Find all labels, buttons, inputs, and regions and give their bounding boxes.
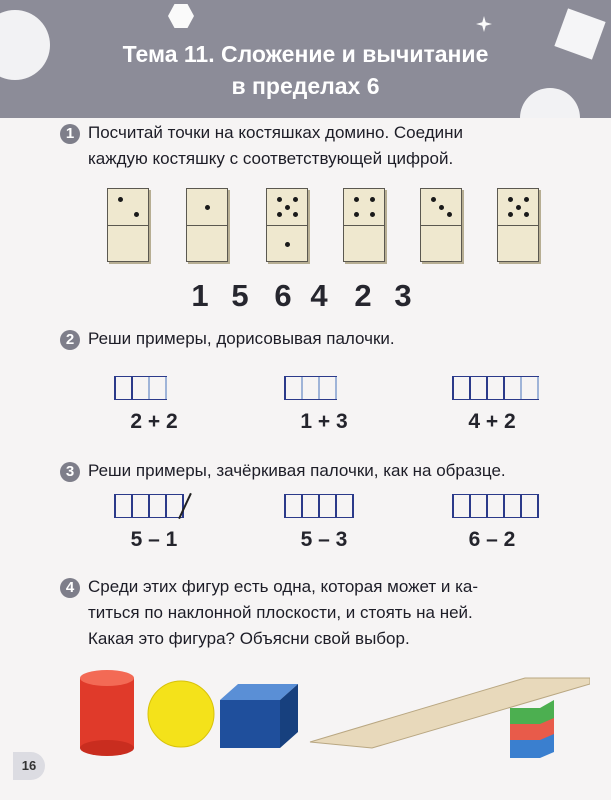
stick-rail (284, 517, 354, 518)
counting-stick (131, 494, 133, 518)
page-title: Тема 11. Сложение и вычитание в пределах 6 (122, 41, 489, 99)
stick-rail (452, 399, 539, 400)
domino-dot (370, 212, 375, 217)
stick-rail (284, 494, 354, 495)
domino-tile[interactable] (107, 188, 149, 262)
answer-digit[interactable]: 2 (354, 278, 372, 313)
counting-stick (114, 376, 116, 400)
stick-rail (114, 494, 184, 495)
counting-stick (486, 376, 488, 400)
counting-stick (318, 494, 320, 518)
counting-stick (284, 376, 286, 400)
counting-stick (520, 376, 522, 400)
domino-top-half (498, 189, 538, 226)
hexagon-decoration (168, 4, 194, 28)
example-expression: 6 – 2 (468, 528, 516, 551)
domino-dot (370, 197, 375, 202)
domino-dot (524, 197, 529, 202)
domino-bottom-half (421, 226, 461, 262)
stick-group[interactable] (452, 376, 539, 400)
counting-stick (486, 494, 488, 518)
example-expression: 5 – 1 (130, 528, 178, 551)
answer-digit[interactable]: 4 (310, 278, 328, 313)
domino-bottom-half (187, 226, 227, 262)
stick-group[interactable] (114, 376, 167, 400)
domino-dot (516, 205, 521, 210)
domino-dot (285, 205, 290, 210)
star-decoration (476, 16, 492, 32)
domino-top-half (108, 189, 148, 226)
domino-dot (205, 205, 210, 210)
domino-dot (285, 242, 290, 247)
counting-stick (352, 494, 354, 518)
domino-dot (118, 197, 123, 202)
stick-group[interactable] (284, 376, 337, 400)
counting-stick (469, 494, 471, 518)
answer-digit[interactable]: 3 (394, 278, 412, 313)
counting-stick (503, 376, 505, 400)
domino-tile[interactable] (497, 188, 539, 262)
stick-rail (452, 517, 539, 518)
stick-rail (114, 376, 167, 377)
counting-stick (318, 376, 320, 400)
sphere-shape (148, 681, 214, 747)
counting-stick (114, 494, 116, 518)
answer-digit[interactable]: 5 (231, 278, 249, 313)
domino-dot (508, 212, 513, 217)
stick-rail (284, 399, 337, 400)
domino-tile[interactable] (420, 188, 462, 262)
counting-stick (148, 494, 150, 518)
domino-bottom-half (498, 226, 538, 262)
block-stack (510, 700, 554, 758)
domino-bottom-half (267, 226, 307, 262)
answer-digit[interactable]: 6 (274, 278, 292, 313)
domino-top-half (187, 189, 227, 226)
counting-stick (335, 376, 337, 400)
domino-dot (354, 212, 359, 217)
domino-dot (277, 212, 282, 217)
task-number: 4 (60, 578, 80, 598)
stick-rail (452, 494, 539, 495)
domino-tile[interactable] (186, 188, 228, 262)
domino-dot (293, 197, 298, 202)
counting-stick (335, 494, 337, 518)
stick-rail (114, 399, 167, 400)
domino-dot (431, 197, 436, 202)
domino-dot (134, 212, 139, 217)
task4-text: Среди этих фигур есть одна, которая может и ка- титься по наклонной плоскости, и стоять на ней. Какая это фигура? Объясни свой выбор. (88, 577, 479, 648)
counting-stick (520, 494, 522, 518)
counting-stick (284, 494, 286, 518)
stick-group[interactable] (114, 494, 184, 518)
page-number: 16 (13, 752, 45, 780)
task-number: 1 (60, 124, 80, 144)
counting-stick (537, 494, 539, 518)
counting-stick (301, 376, 303, 400)
stick-rail (452, 376, 539, 377)
counting-stick (469, 376, 471, 400)
domino-top-half (267, 189, 307, 226)
task-number: 2 (60, 330, 80, 350)
cross-stroke (178, 493, 192, 519)
counting-stick (503, 494, 505, 518)
counting-stick (452, 376, 454, 400)
cube-shape (220, 684, 298, 748)
domino-dot (354, 197, 359, 202)
counting-stick (537, 376, 539, 400)
counting-stick (131, 376, 133, 400)
figures-illustration (70, 660, 590, 760)
domino-tile[interactable] (343, 188, 385, 262)
example-expression: 4 + 2 (468, 410, 516, 433)
domino-tile[interactable] (266, 188, 308, 262)
counting-stick (452, 494, 454, 518)
domino-dot (439, 205, 444, 210)
stick-group[interactable] (284, 494, 354, 518)
domino-dot (277, 197, 282, 202)
domino-bottom-half (108, 226, 148, 262)
domino-top-half (344, 189, 384, 226)
domino-dot (293, 212, 298, 217)
answer-digit[interactable]: 1 (191, 278, 209, 313)
example-expression: 1 + 3 (300, 410, 348, 433)
stick-rail (284, 376, 337, 377)
stick-group[interactable] (452, 494, 539, 518)
domino-dot (447, 212, 452, 217)
cylinder-shape (80, 670, 134, 756)
task1-text: Посчитай точки на костяшках домино. Соедини каждую костяшку с соответствующей цифрой. (88, 123, 464, 168)
example-expression: 5 – 3 (300, 528, 348, 551)
task2-text: Реши примеры, дорисовывая палочки. (88, 329, 395, 348)
counting-stick (165, 494, 167, 518)
task3-text: Реши примеры, зачёркивая палочки, как на образце. (88, 461, 506, 480)
counting-stick (165, 376, 167, 400)
domino-dot (524, 212, 529, 217)
domino-dot (508, 197, 513, 202)
header-banner (0, 0, 611, 118)
counting-stick (148, 376, 150, 400)
example-expression: 2 + 2 (130, 410, 178, 433)
domino-bottom-half (344, 226, 384, 262)
task-number: 3 (60, 462, 80, 482)
counting-stick (301, 494, 303, 518)
domino-top-half (421, 189, 461, 226)
stick-rail (114, 517, 184, 518)
